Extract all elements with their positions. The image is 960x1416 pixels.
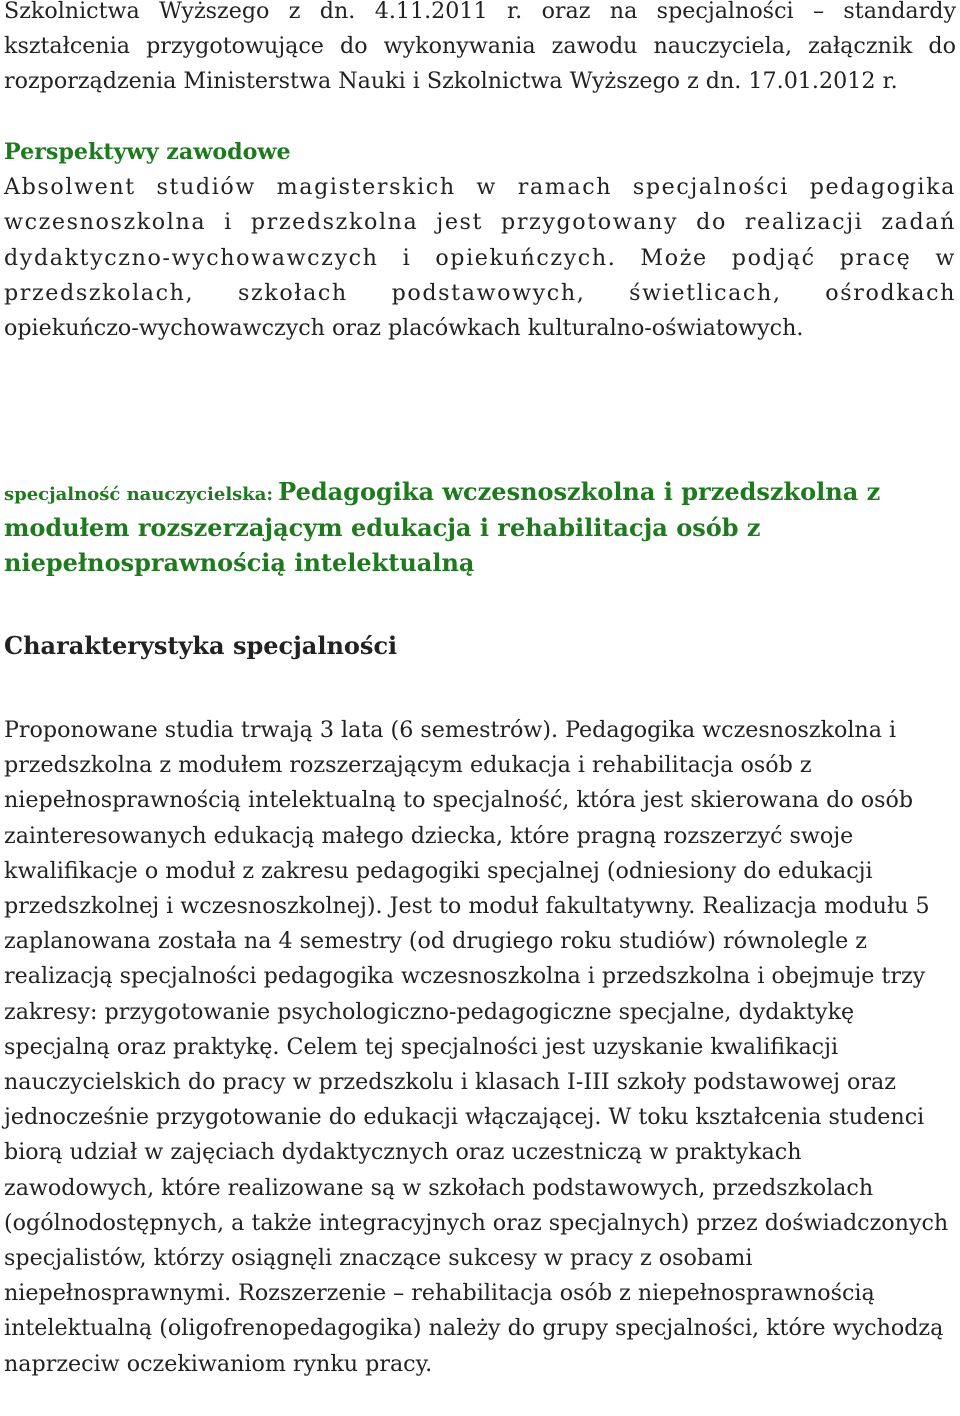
specialization-label: specjalność nauczycielska: [4, 484, 274, 505]
specialization-heading [4, 474, 956, 581]
characteristics-heading: Charakterystyka specjalności [4, 631, 398, 660]
perspectives-body [4, 170, 956, 346]
perspectives-heading: Perspektywy zawodowe [4, 139, 291, 165]
perspectives-body-last: opiekuńczo-wychowawczych oraz placówkach kulturalno-oświatowych. [4, 315, 804, 342]
specialization-title: Pedagogika wczesnoszkolna i przedszkolna z modułem rozszerzającym edukacja i rehabilitacja osób z niepełnosprawnością intelektualną [4, 477, 881, 577]
perspectives-body-spaced: Absolwent studiów magisterskich w ramach specjalności pedagogika wczesnoszkolna i przedszkolna jest przygotowany do realizacji zadań dydaktyczno-wychowawczych i opiekuńczych. Może podjąć pracę w przedszkolach, szkołach podstawowych, świetlicach, ośrodkach [4, 174, 956, 306]
characteristics-body: Proponowane studia trwają 3 lata (6 semestrów). Pedagogika wczesnoszkolna i przedszkolna z modułem rozszerzającym edukacja i rehabilitacja osób z niepełnosprawnością intelektualną to specjalność, która jest skierowana do osób zainteresowanych edukacją małego dziecka, które pragną rozszerzyć swoje kwalifikacje o moduł z zakresu pedagogiki specjalnej (odniesiony do edukacji przedszkolnej i wczesnoszkolnej). Jest to moduł fakultatywny. Realizacja modułu 5 zaplanowana została na 4 semestry (od drugiego roku studiów) równolegle z realizacją specjalności pedagogika wczesnoszkolna i przedszkolna i obejmuje trzy zakresy: przygotowanie psychologiczno-pedagogiczne specjalne, dydaktykę specjalną oraz praktykę. Celem tej specjalności jest uzyskanie kwalifikacji nauczycielskich do pracy w przedszkolu i klasach I-III szkoły podstawowej oraz jednocześnie przygotowanie do edukacji włączającej. W toku kształcenia studenci biorą udział w zajęciach dydaktycznych oraz uczestniczą w praktykach zawodowych, które realizowane są w szkołach podstawowych, przedszkolach (ogólnodostępnych, a także integracyjnych oraz specjalnych) przez doświadczonych specjalistów, którzy osiągnęli znaczące sukcesy w pracy z osobami niepełnosprawnymi. Rozszerzenie – rehabilitacja osób z niepełnosprawnością intelektualną (oligofrenopedagogika) należy do grupy specjalności, które wychodzą naprzeciw oczekiwaniom rynku pracy. [4, 717, 949, 1377]
intro-paragraph: Szkolnictwa Wyższego z dn. 4.11.2011 r. oraz na specjalności – standardy kształcenia przygotowujące do wykonywania zawodu nauczyciela, załącznik do rozporządzenia Ministerstwa Nauki i Szkolnictwa Wyższego z dn. 17.01.2012 r. [4, 0, 956, 95]
perspectives-section [4, 135, 956, 346]
